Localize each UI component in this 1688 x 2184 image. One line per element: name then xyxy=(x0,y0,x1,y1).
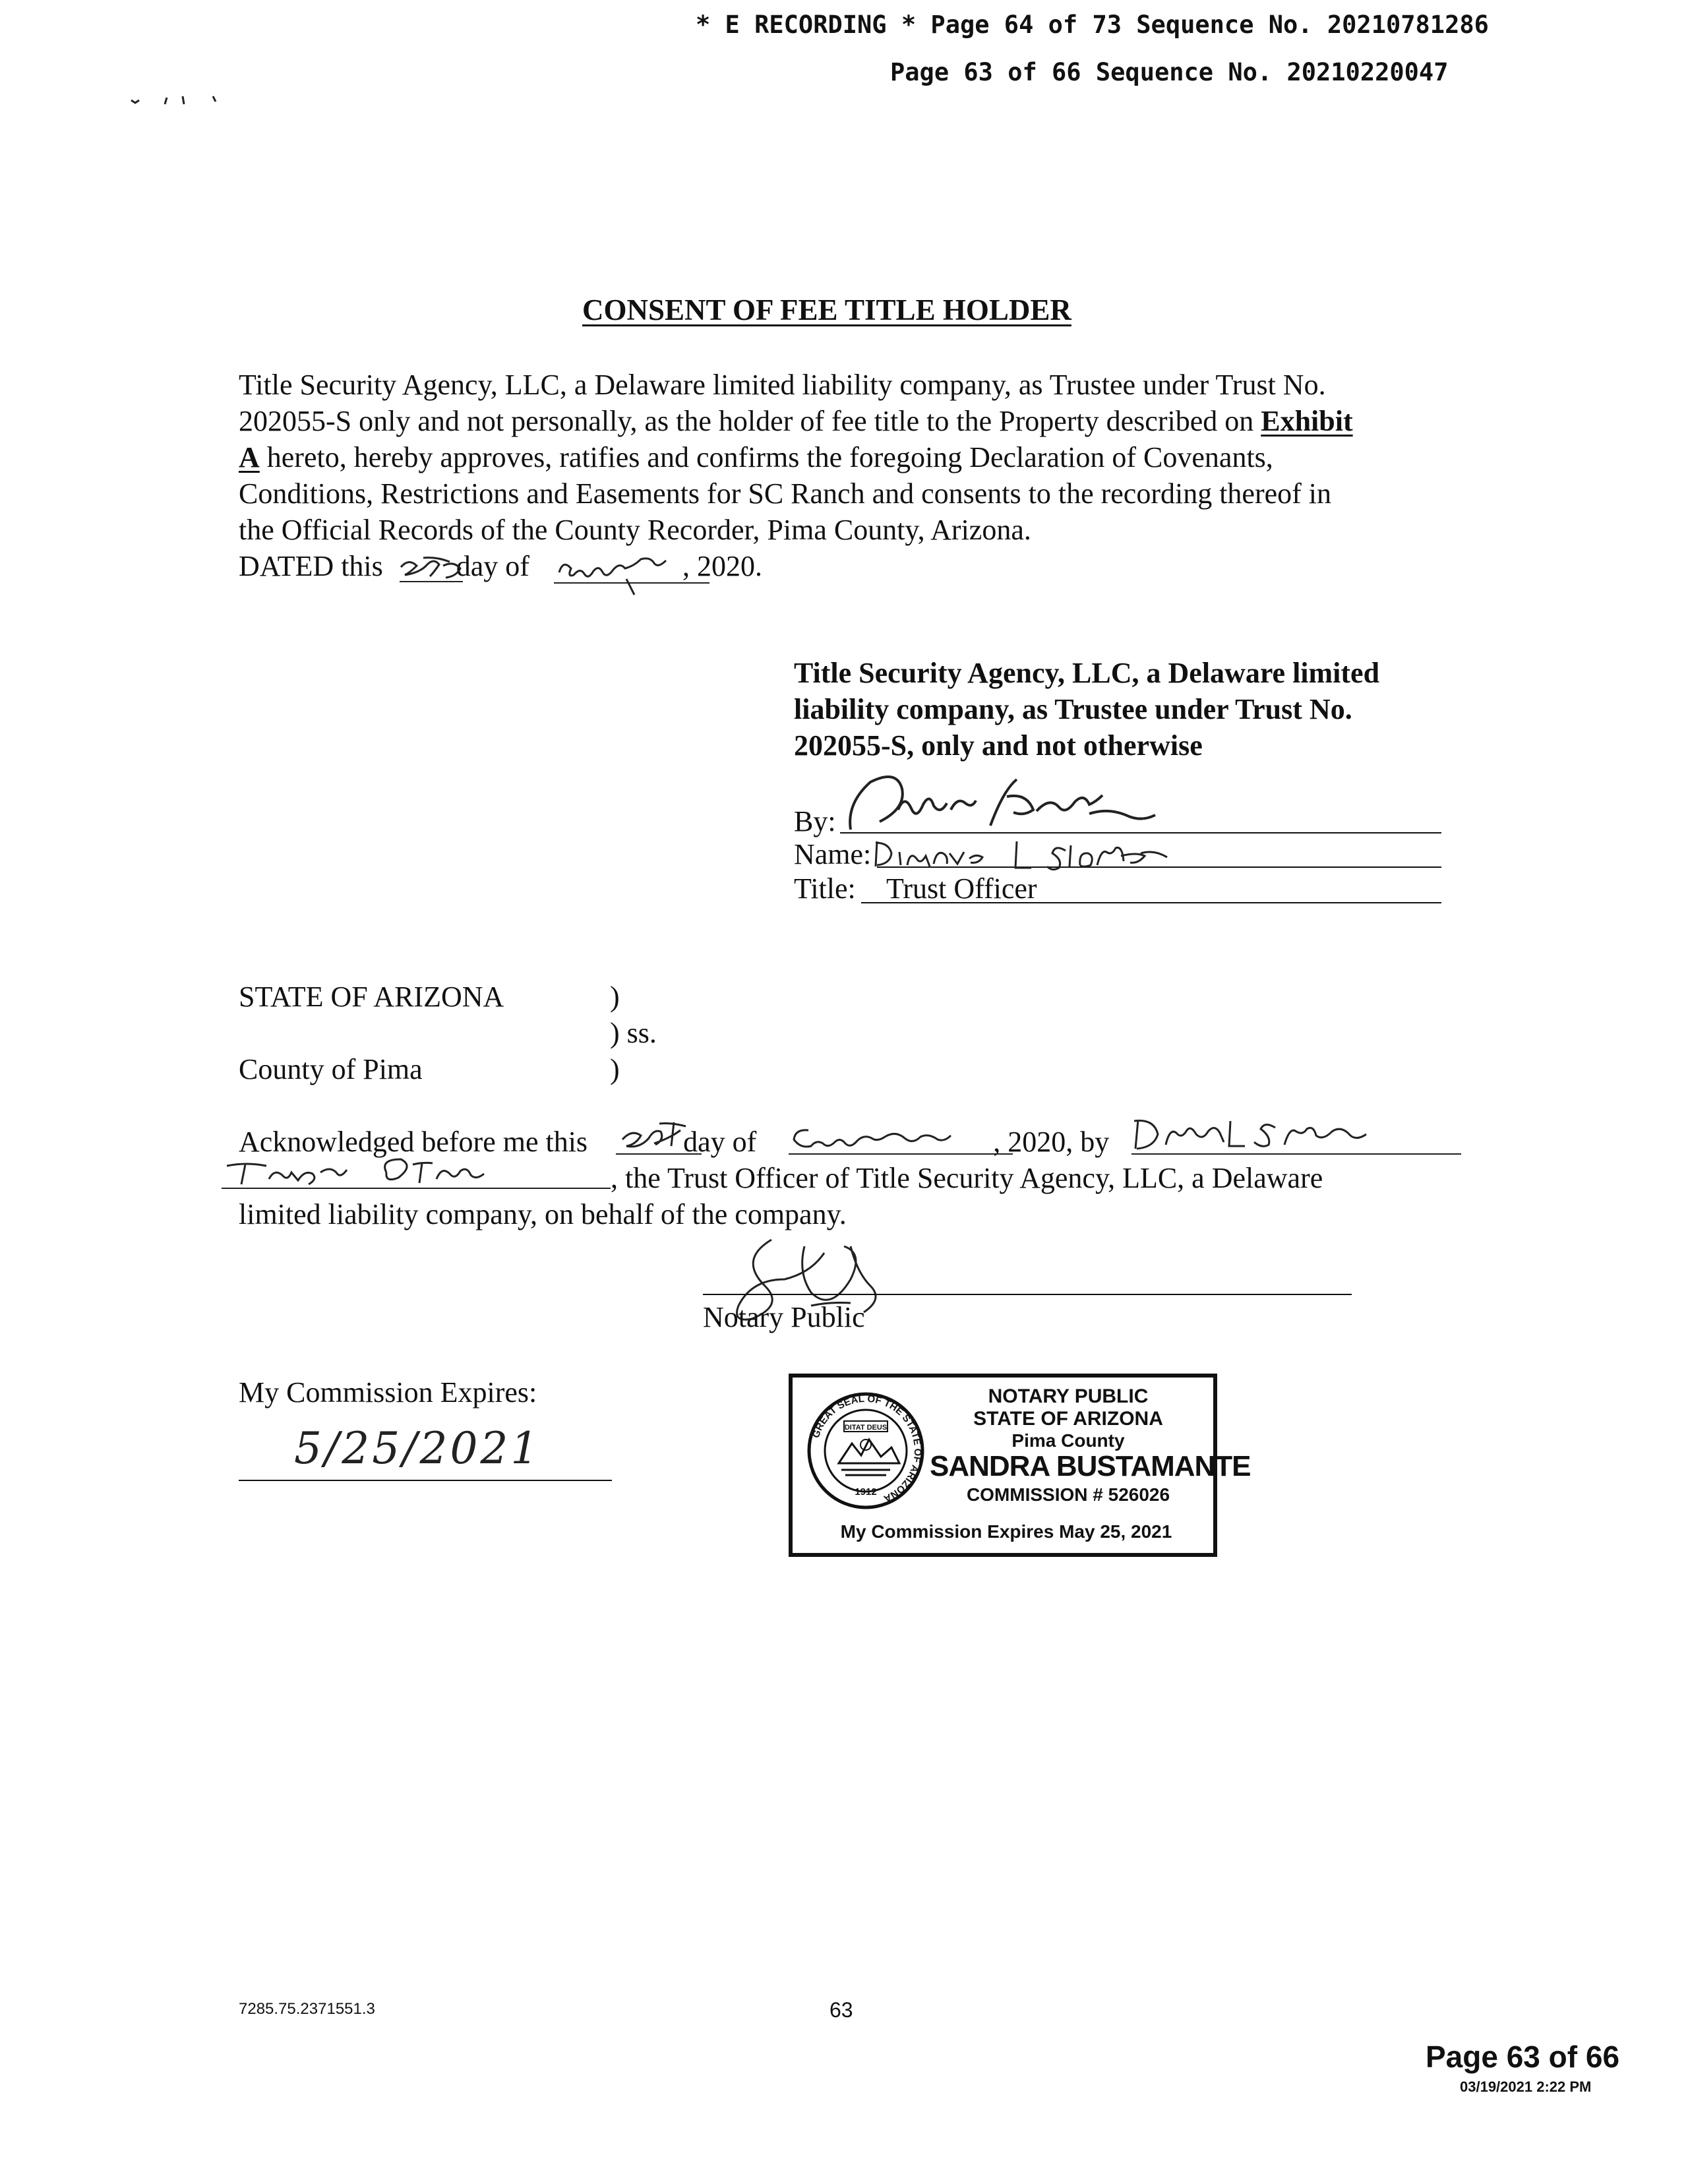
handwritten-ack-month xyxy=(789,1114,1013,1161)
stamp-notary-name: SANDRA BUSTAMANTE xyxy=(930,1450,1251,1482)
ack-line-2: , the Trust Officer of Title Security Agency, LLC, a Delaware xyxy=(611,1162,1323,1194)
intro-line-4: Conditions, Restrictions and Easements for SC Ranch and consents to the recording thereof in xyxy=(239,477,1332,510)
notary-stamp xyxy=(789,1374,1251,1557)
notary-public-label: Notary Public xyxy=(703,1301,865,1333)
commission-line xyxy=(239,1480,612,1481)
intro-line-1: Title Security Agency, LLC, a Delaware limited liability company, as Trustee under Trust No. xyxy=(239,369,1326,401)
ack-prefix: Acknowledged before me this xyxy=(239,1126,595,1158)
recording-header: * E RECORDING * Page 64 of 73 Sequence No. 20210781286 xyxy=(696,11,1489,39)
footer-doc-number: 7285.75.2371551.3 xyxy=(239,2000,375,2018)
handwritten-ack-title xyxy=(222,1153,617,1192)
dated-prefix: DATED this xyxy=(239,550,390,582)
signatory-line-1: Title Security Agency, LLC, a Delaware limited xyxy=(794,657,1380,689)
footer-page-number: 63 xyxy=(829,1998,853,2022)
exhibit-letter: A xyxy=(239,441,260,473)
handwritten-dated-day xyxy=(397,553,469,586)
by-label: By: xyxy=(794,805,836,837)
intro-line-3 xyxy=(239,439,1273,475)
venue-paren-3: ) xyxy=(610,1053,620,1085)
document-title: CONSENT OF FEE TITLE HOLDER xyxy=(582,293,1071,326)
stamp-line-3: Pima County xyxy=(1011,1430,1125,1451)
intro-line-2 xyxy=(239,403,1353,439)
ack-day-of: day of xyxy=(683,1126,764,1158)
intro-line-3-text: hereto, hereby approves, ratifies and confirms the foregoing Declaration of Covenants, xyxy=(259,441,1273,473)
intro-line-5: the Official Records of the County Recorder, Pima County, Arizona. xyxy=(239,514,1031,546)
footer-page-of: Page 63 of 66 xyxy=(1426,2040,1620,2074)
handwritten-ack-day xyxy=(613,1114,706,1161)
dated-day-of: day of xyxy=(456,550,529,582)
exhibit-reference: Exhibit xyxy=(1261,405,1353,437)
stamp-expiration: My Commission Expires May 25, 2021 xyxy=(840,1521,1172,1542)
ack-line-3: limited liability company, on behalf of the company. xyxy=(239,1198,847,1230)
svg-text:DITAT DEUS: DITAT DEUS xyxy=(844,1424,888,1432)
signatory-line-2: liability company, as Trustee under Trust No. xyxy=(794,693,1352,725)
title-line xyxy=(861,902,1441,903)
name-label: Name: xyxy=(794,838,872,870)
page-sequence-header: Page 63 of 66 Sequence No. 20210220047 xyxy=(890,58,1449,86)
footer-timestamp: 03/19/2021 2:22 PM xyxy=(1460,2078,1592,2095)
arizona-seal-icon xyxy=(806,1391,926,1511)
title-label: Title: xyxy=(794,872,856,905)
intro-line-2-text: 202055-S only and not personally, as the holder of fee title to the Property described on xyxy=(239,405,1261,437)
ack-year-by: , 2020, by xyxy=(993,1126,1110,1158)
handwritten-commission-date: 5/25/2021 xyxy=(294,1423,541,1474)
svg-text:1912: 1912 xyxy=(855,1486,877,1498)
stamp-line-1: NOTARY PUBLIC xyxy=(988,1385,1149,1407)
venue-county: County of Pima xyxy=(239,1053,423,1085)
handwritten-ack-name xyxy=(1131,1114,1461,1161)
signatory-line-3: 202055-S, only and not otherwise xyxy=(794,729,1203,762)
venue-state: STATE OF ARIZONA xyxy=(239,981,504,1013)
venue-paren-1: ) xyxy=(610,981,620,1013)
svg-text:GREAT SEAL OF THE STATE OF ARI: GREAT SEAL OF THE STATE OF ARIZONA xyxy=(810,1393,924,1505)
handwritten-printed-name xyxy=(870,836,1266,873)
scan-marks xyxy=(129,94,227,107)
commission-label: My Commission Expires: xyxy=(239,1376,537,1409)
trustee-signature xyxy=(839,770,1208,836)
stamp-commission-number: COMMISSION # 526026 xyxy=(966,1484,1170,1505)
notary-signature-line xyxy=(703,1294,1352,1295)
stamp-line-2: STATE OF ARIZONA xyxy=(973,1408,1163,1430)
title-value: Trust Officer xyxy=(886,872,1037,905)
venue-ss: ) ss. xyxy=(610,1017,657,1049)
dated-year: , 2020. xyxy=(682,550,762,582)
handwritten-dated-month xyxy=(554,553,712,599)
